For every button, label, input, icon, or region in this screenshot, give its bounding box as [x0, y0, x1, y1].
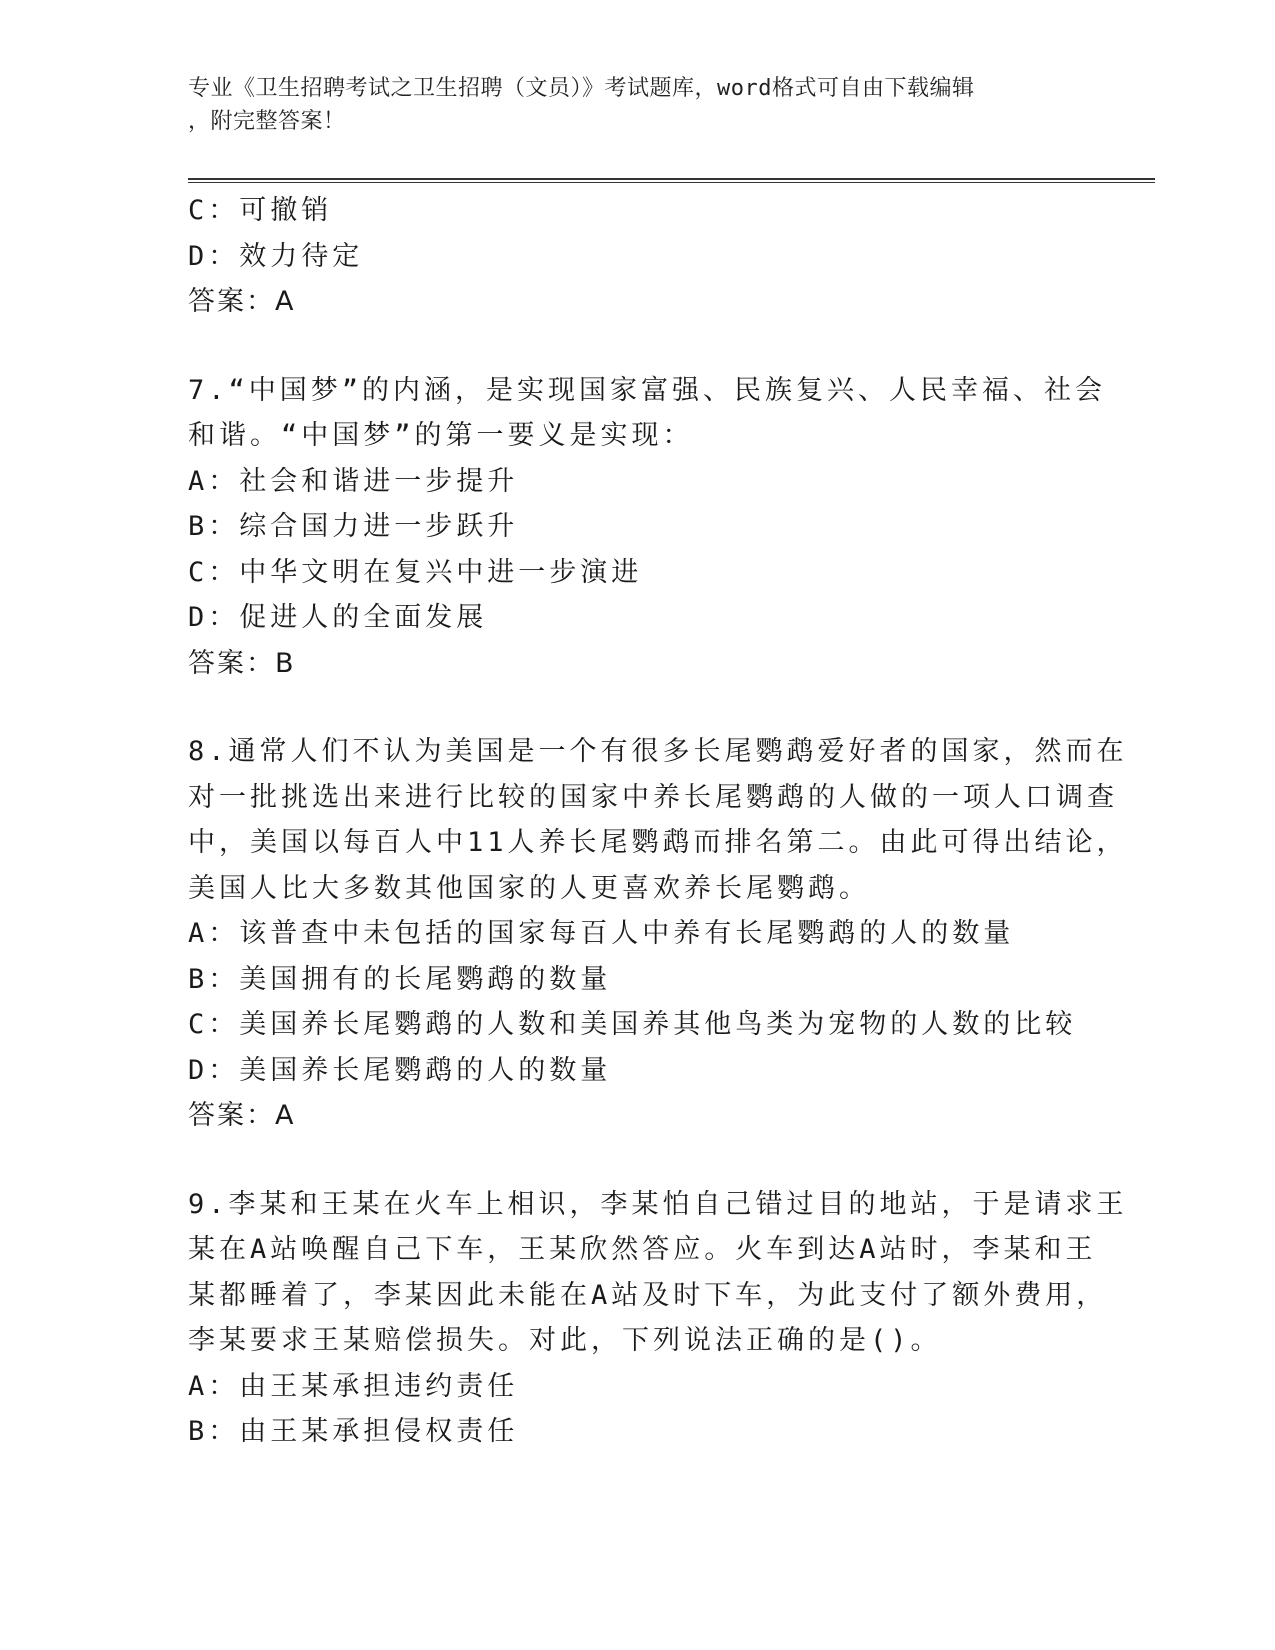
q9-stem-line3: 某都睡着了，李某因此未能在A站及时下车，为此支付了额外费用，	[188, 1279, 1108, 1311]
document-header	[188, 72, 1088, 138]
q6-option-c: C：可撤销	[188, 195, 333, 226]
q8-stem-line3: 中，美国以每百人中11人养长尾鹦鹉而排名第二。由此可得出结论，	[188, 827, 1128, 858]
q6-option-d: D：效力待定	[188, 240, 364, 272]
header-title-line2: ，附完整答案！	[188, 109, 346, 134]
question-list	[188, 188, 1128, 1455]
q8-stem-line2: 对一批挑选出来进行比较的国家中养长尾鹦鹉的人做的一项人口调查	[188, 781, 1118, 813]
q7-option-c: C：中华文明在复兴中进一步演进	[188, 556, 643, 588]
q9-stem-line4: 李某要求王某赔偿损失。对此，下列说法正确的是()。	[188, 1325, 942, 1356]
q8-stem-line1: 8.通常人们不认为美国是一个有很多长尾鹦鹉爱好者的国家，然而在	[188, 736, 1128, 767]
q7-option-b: B：综合国力进一步跃升	[188, 511, 519, 542]
q7-answer: 答案：B	[188, 647, 296, 679]
q9-option-a: A：由王某承担违约责任	[188, 1370, 519, 1402]
q9-stem-line1: 9.李某和王某在火车上相识，李某怕自己错过目的地站，于是请求王	[188, 1188, 1128, 1220]
q7-option-d: D：促进人的全面发展	[188, 602, 488, 633]
q7-stem-line2: 和谐。“中国梦”的第一要义是实现：	[188, 420, 694, 451]
q6-answer: 答案：A	[188, 286, 296, 317]
q8-option-a: A：该普查中未包括的国家每百人中养有长尾鹦鹉的人的数量	[188, 918, 1015, 949]
q9-stem-line2: 某在A站唤醒自己下车，王某欣然答应。火车到达A站时，李某和王	[188, 1234, 1097, 1265]
q8-stem-line4: 美国人比大多数其他国家的人更喜欢养长尾鹦鹉。	[188, 872, 870, 904]
q7-option-a: A：社会和谐进一步提升	[188, 465, 519, 497]
q8-answer: 答案：A	[188, 1100, 296, 1131]
q9-option-b: B：由王某承担侵权责任	[188, 1416, 519, 1447]
q8-option-c: C：美国养长尾鹦鹉的人数和美国养其他鸟类为宠物的人数的比较	[188, 1009, 1077, 1040]
q8-option-d: D：美国养长尾鹦鹉的人的数量	[188, 1054, 612, 1086]
q7-stem-line1: 7.“中国梦”的内涵，是实现国家富强、民族复兴、人民幸福、社会	[188, 374, 1107, 406]
header-divider	[188, 178, 1155, 183]
q8-option-b: B：美国拥有的长尾鹦鹉的数量	[188, 963, 612, 995]
header-title-line1: 专业《卫生招聘考试之卫生招聘（文员）》考试题库，word格式可自由下载编辑	[188, 76, 975, 101]
